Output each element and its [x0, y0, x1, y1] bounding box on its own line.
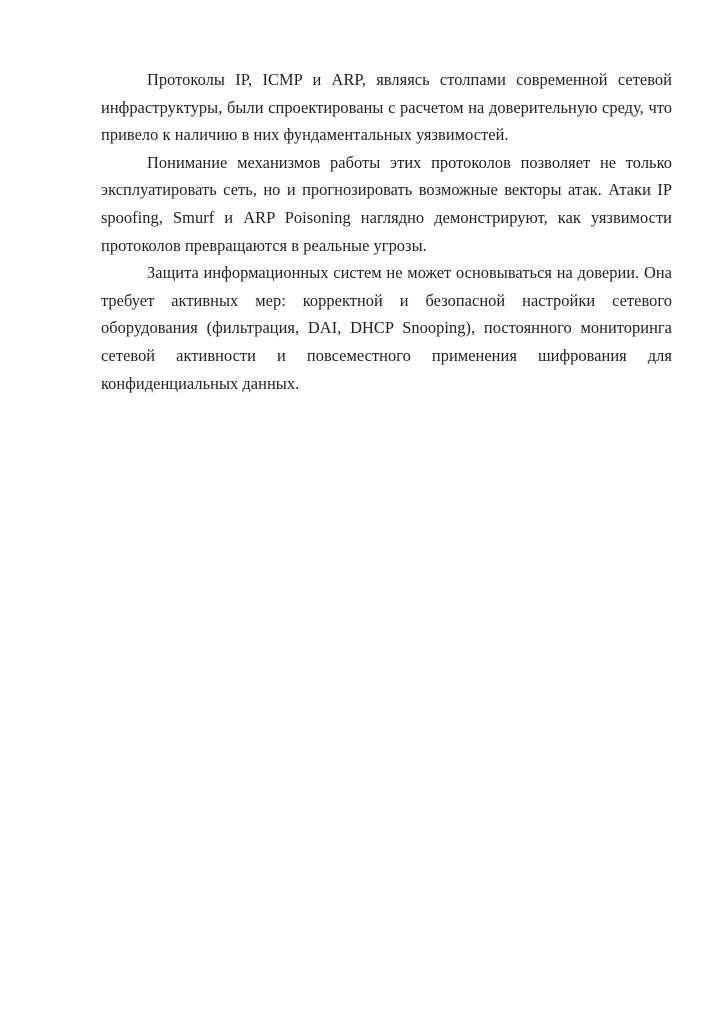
- document-body: [101, 66, 672, 397]
- paragraph-attack-vectors: Понимание механизмов работы этих протоколов позволяет не только эксплуатировать сеть, но и прогнозировать возможные векторы атак. Атаки IP spoofing, Smurf и ARP Poisoning наглядно демонстрируют, как уязвимости протоколов превращаются в реальные угрозы.: [101, 152, 672, 255]
- paragraph-protection-measures: Защита информационных систем не может основываться на доверии. Она требует активных мер: корректной и безопасной настройки сетевого оборудования (фильтрация, DAI, DHCP Snooping), постоянного мониторинга сетевой активности и повсеместного применения шифрования для конфиденциальных данных.: [101, 263, 672, 393]
- paragraph-protocol-vulnerabilities: Протоколы IP, ICMP и ARP, являясь столпами современной сетевой инфраструктуры, были спроектированы с расчетом на доверительную среду, что привело к наличию в них фундаментальных уязвимостей.: [101, 70, 672, 145]
